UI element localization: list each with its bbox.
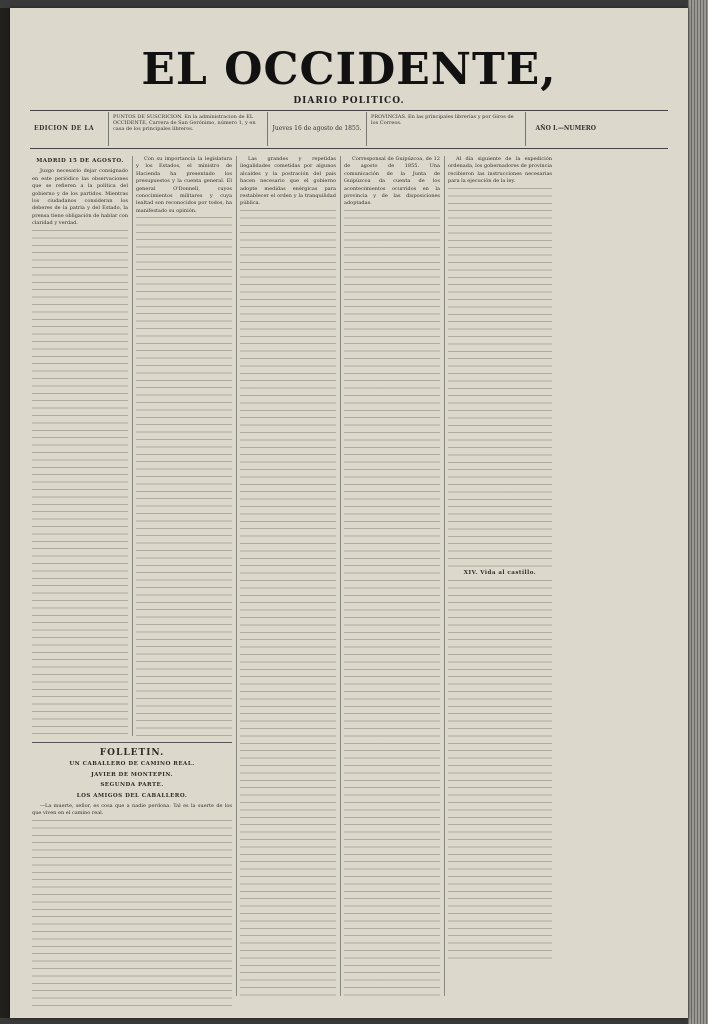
- subscription-note: PUNTOS DE SUSCRICION. En la administracion de EL OCCIDENTE, Carrera de San Gerónimo, número 1, y en casa de los principales libreros.: [108, 112, 268, 146]
- newspaper-page: [10, 8, 688, 1018]
- column-separator: [132, 156, 133, 736]
- column-4: [344, 156, 440, 996]
- text-lines: [448, 188, 552, 568]
- column-2: [136, 156, 232, 736]
- story-title: UN CABALLERO DE CAMINO REAL.: [69, 761, 195, 768]
- newspaper-title: EL OCCIDENTE,: [141, 44, 557, 95]
- column-separator: [340, 156, 341, 996]
- provinces-note: PROVINCIAS. En las principales librerías y por Giros de los Correos.: [366, 112, 526, 146]
- chapter-heading: XIV. Vida al castillo.: [463, 569, 537, 576]
- text-lines: [136, 217, 232, 736]
- column-text: Juzgo necesario dejar consignado en este periódico las observaciones que se refieren a la política del gobierno y de los partidos. Mientras los ciudadanos consideran los deberes de la patria y del Estado, la prensa tiene obligación de hablar con claridad y verdad.: [32, 168, 128, 227]
- column-3: [240, 156, 336, 996]
- text-lines: [240, 210, 336, 996]
- masthead: [10, 46, 688, 106]
- header-bottom-rule: [30, 148, 668, 149]
- column-heading: MADRID 15 DE AGOSTO.: [36, 158, 124, 164]
- page-stack-edge: [688, 0, 708, 1024]
- column-text: Las grandes y repetidas ilegalidades cometidas por algunos alcaldes y la postración del país hacen necesario que el gobierno adopte medidas enérgicas para restablecer el orden y la tranquilidad pública.: [240, 156, 336, 207]
- story-part: SEGUNDA PARTE.: [100, 782, 164, 789]
- book-binding: [0, 8, 10, 1018]
- edition-label: EDICION DE LA: [34, 125, 95, 132]
- column-5: [448, 156, 552, 996]
- issue-date: Jueves 16 de agosto de 1855.: [272, 125, 362, 132]
- issue-number: AÑO I.—NUMERO: [535, 125, 596, 132]
- header-top-rule: [30, 110, 668, 111]
- text-lines: [32, 230, 128, 736]
- column-separator: [444, 156, 445, 996]
- text-lines: [32, 820, 232, 1006]
- folletin-section: [32, 746, 232, 1006]
- header-bar: [30, 112, 668, 146]
- column-text: Corresponsal de Guipúzcoa, de 12 de agosto de 1855. Una comunicación de la Junta de Guipúzcoa da cuenta de los acontecimientos ocurridos en la provincia y de las disposiciones adoptadas.: [344, 156, 440, 207]
- column-text: Al día siguiente de la expedición ordenada, los gobernadores de provincia recibieron las instrucciones necesarias para la ejecución de la ley.: [448, 156, 552, 185]
- folletin-title: FOLLETIN.: [99, 748, 165, 758]
- text-lines: [344, 210, 440, 996]
- story-chapter: LOS AMIGOS DEL CABALLERO.: [76, 792, 188, 799]
- column-1: [32, 156, 128, 736]
- column-text: Con su importancia la legislatura y los Estados, el ministro de Hacienda ha presentado los presupuestos y la cuenta general. El general O'Donnell, cuyos conocimientos militares y cuya lealtad son reconocidos por todos, ha manifestado su opinión.: [136, 156, 232, 214]
- column-separator: [236, 156, 237, 996]
- folletin-rule: [32, 742, 232, 743]
- newspaper-subtitle: DIARIO POLITICO.: [293, 96, 405, 106]
- story-author: JAVIER DE MONTEPIN.: [91, 771, 173, 778]
- story-text: —La muerte, señor, es cosa que a nadie perdona. Tal es la suerte de los que viven en el camino real.: [32, 803, 232, 817]
- text-lines: [448, 580, 552, 960]
